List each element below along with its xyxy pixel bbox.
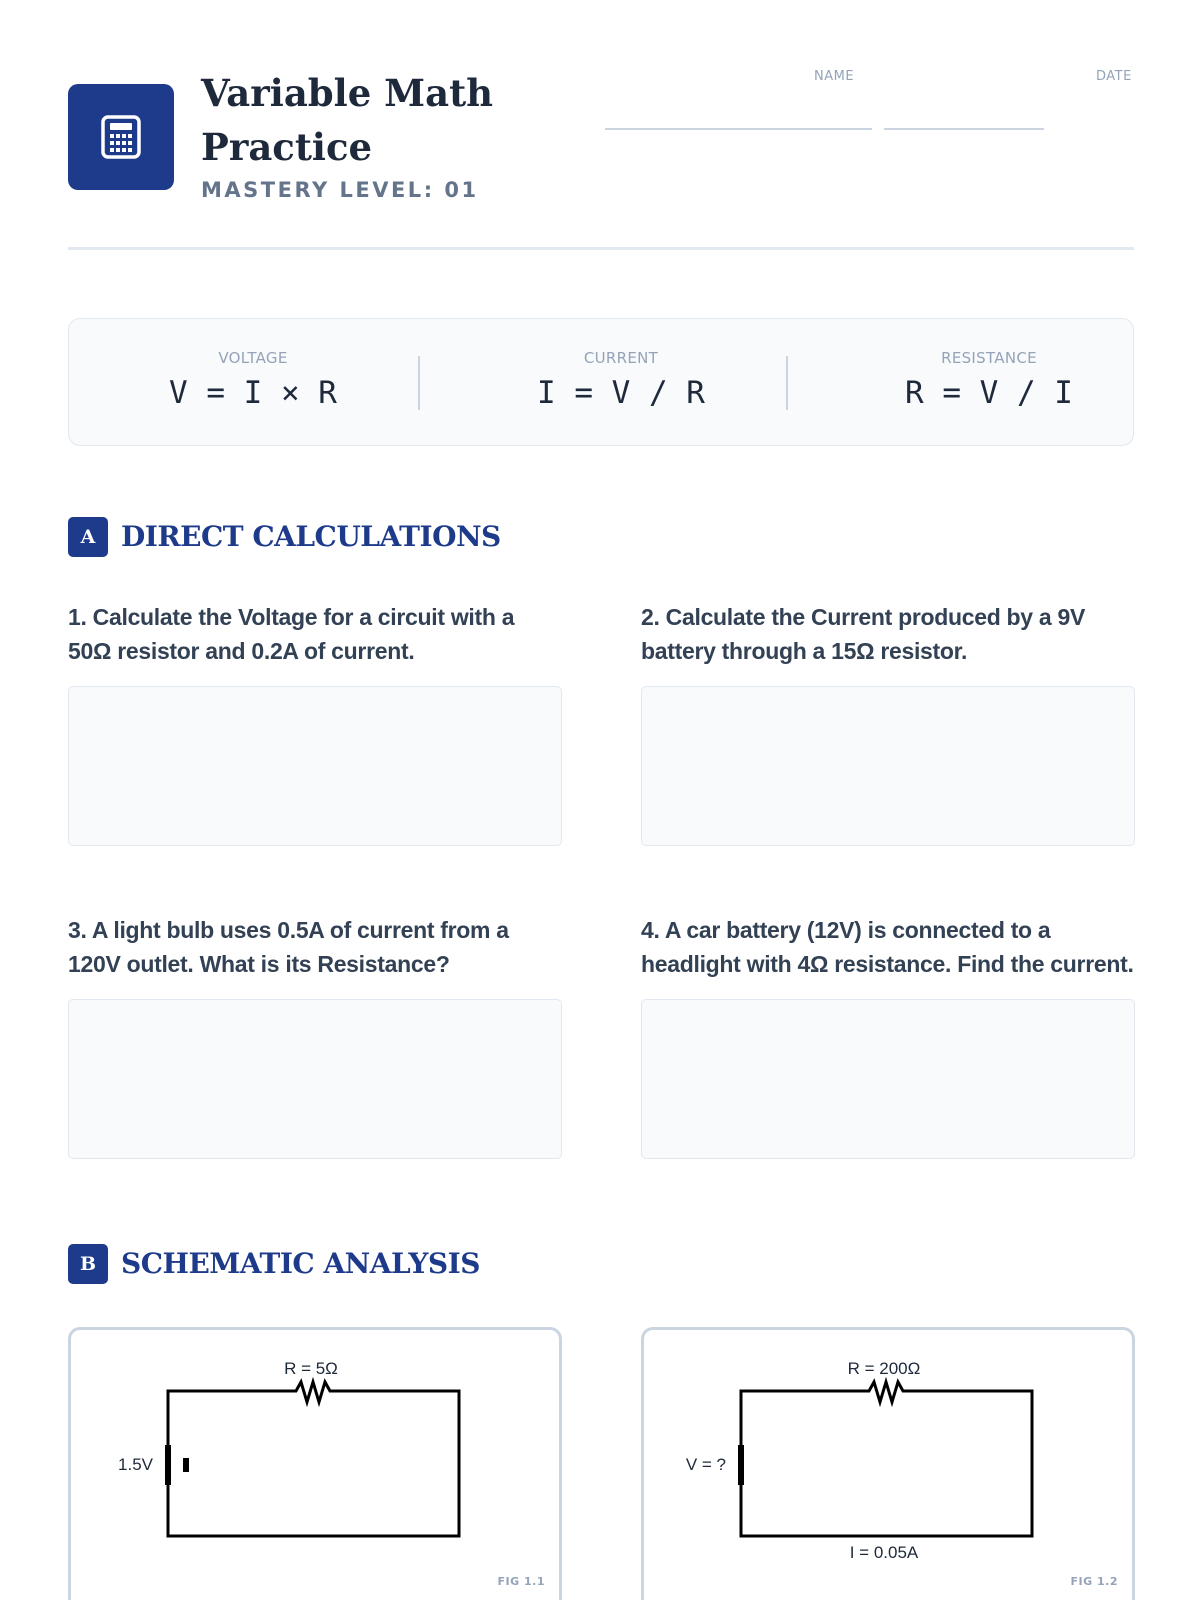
problem-4 <box>641 913 1135 981</box>
formula-equation: R = V / I <box>905 375 1073 411</box>
formula-equation: V = I × R <box>169 375 337 411</box>
date-field[interactable] <box>884 128 1044 130</box>
resistor-label: R = 200Ω <box>847 1359 921 1378</box>
section-badge: B <box>68 1244 108 1284</box>
section-title: DIRECT CALCULATIONS <box>121 520 501 553</box>
logo <box>68 84 174 190</box>
formula-reference-card <box>68 318 1134 446</box>
current-label: I = 0.05A <box>849 1543 919 1562</box>
divider <box>786 356 788 410</box>
formula-resistance <box>805 319 1173 447</box>
resistor-label: R = 5Ω <box>284 1359 338 1378</box>
problem-text: 4. A car battery (12V) is connected to a headlight with 4Ω resistance. Find the current. <box>641 917 1134 977</box>
source-label: V = ? <box>685 1455 726 1474</box>
answer-box[interactable] <box>68 686 562 846</box>
circuit-wire <box>741 1391 1032 1536</box>
worksheet-header <box>68 0 1134 250</box>
section-badge: A <box>68 517 108 557</box>
formula-label: CURRENT <box>583 349 659 367</box>
worksheet-page <box>68 0 1134 1600</box>
formula-current <box>437 319 805 447</box>
answer-box[interactable] <box>641 999 1135 1159</box>
circuit-diagram <box>644 1330 1132 1600</box>
schematic-figure-1 <box>68 1327 562 1600</box>
name-label: NAME <box>814 69 855 84</box>
divider <box>418 356 420 410</box>
mastery-level: MASTERY LEVEL: 01 <box>201 178 479 202</box>
date-label: DATE <box>1096 69 1132 84</box>
formula-equation: I = V / R <box>537 375 705 411</box>
problem-1 <box>68 600 562 668</box>
problem-3 <box>68 913 562 981</box>
name-field[interactable] <box>605 128 872 130</box>
page-title: Variable Math Practice <box>201 71 494 169</box>
circuit-wire <box>168 1391 459 1536</box>
problem-text: 1. Calculate the Voltage for a circuit with a 50Ω resistor and 0.2A of current. <box>68 604 515 664</box>
problem-text: 3. A light bulb uses 0.5A of current from a 120V outlet. What is its Resistance? <box>68 917 509 977</box>
problem-text: 2. Calculate the Current produced by a 9V battery through a 15Ω resistor. <box>641 604 1085 664</box>
section-title: SCHEMATIC ANALYSIS <box>121 1247 480 1280</box>
formula-label: RESISTANCE <box>941 349 1037 367</box>
circuit-diagram <box>71 1330 559 1600</box>
schematic-figure-2 <box>641 1327 1135 1600</box>
answer-box[interactable] <box>68 999 562 1159</box>
figure-label: FIG 1.1 <box>497 1575 545 1588</box>
formula-label: VOLTAGE <box>218 349 288 367</box>
calculator-icon <box>101 115 141 159</box>
problem-2 <box>641 600 1135 668</box>
formula-voltage <box>69 319 437 447</box>
source-label: 1.5V <box>118 1455 153 1474</box>
answer-box[interactable] <box>641 686 1135 846</box>
figure-label: FIG 1.2 <box>1070 1575 1118 1588</box>
